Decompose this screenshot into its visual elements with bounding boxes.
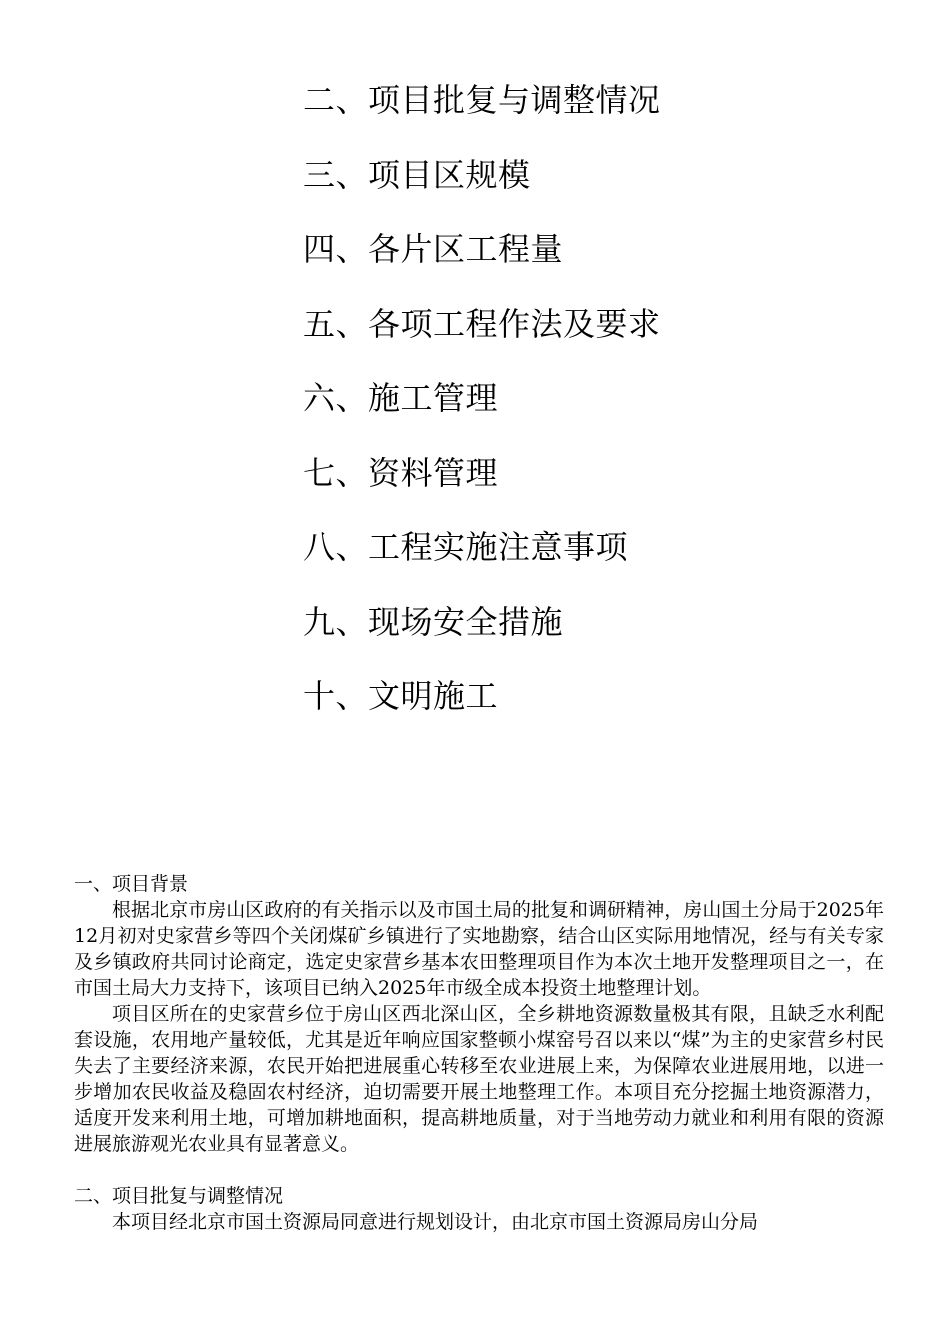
toc-item-implementation-notes: 八、工程实施注意事项 <box>303 528 629 566</box>
paragraph-background-2: 项目区所在的史家营乡位于房山区西北深山区，全乡耕地资源数量极其有限，且缺乏水利配套设施，农用地产量较低，尤其是近年响应国家整顿小煤窑号召以来以“煤”为主的史家营乡村民失去了主要经济来源，农民开始把进展重心转移至农业进展上来，为保障农业进展用地，以进一步增加农民收益及稳固农村经济，迫切需要开展土地整理工作。本项目充分挖掘土地资源潜力，适度开发来利用土地，可增加耕地面积，提高耕地质量，对于当地劳动力就业和利用有限的资源进展旅游观光农业具有显著意义。 <box>74 1003 884 1155</box>
toc-item-site-safety: 九、现场安全措施 <box>303 602 564 641</box>
toc-item-civilized-construction: 十、文明施工 <box>303 677 499 715</box>
toc-item-engineering-quantity: 四、各片区工程量 <box>303 230 564 268</box>
toc-item-document-management: 七、资料管理 <box>303 453 499 492</box>
paragraph-approval-1: 本项目经北京市国土资源局同意进行规划设计，由北京市国土资源局房山分局 <box>112 1211 759 1233</box>
toc-item-project-scale: 三、项目区规模 <box>303 155 531 194</box>
paragraph-background-1: 根据北京市房山区政府的有关指示以及市国土局的批复和调研精神，房山国土分局于2025年12月初对史家营乡等四个关闭煤矿乡镇进行了实地勘察，结合山区实际用地情况，经与有关专家及乡镇政府共同讨论商定，选定史家营乡基本农田整理项目作为本次土地开发整理项目之一，在市国土局大力支持下，该项目已纳入2025年市级全成本投资土地整理计划。 <box>74 899 884 999</box>
toc-item-construction-methods: 五、各项工程作法及要求 <box>303 304 661 343</box>
section-spacer <box>74 1157 884 1183</box>
section-heading-approval: 二、项目批复与调整情况 <box>74 1185 284 1207</box>
section-heading-background: 一、项目背景 <box>74 873 189 895</box>
toc-item-project-approval: 二、项目批复与调整情况 <box>303 81 661 119</box>
table-of-contents <box>303 76 661 747</box>
document-body <box>74 871 884 1235</box>
toc-item-construction-management: 六、施工管理 <box>303 379 499 417</box>
